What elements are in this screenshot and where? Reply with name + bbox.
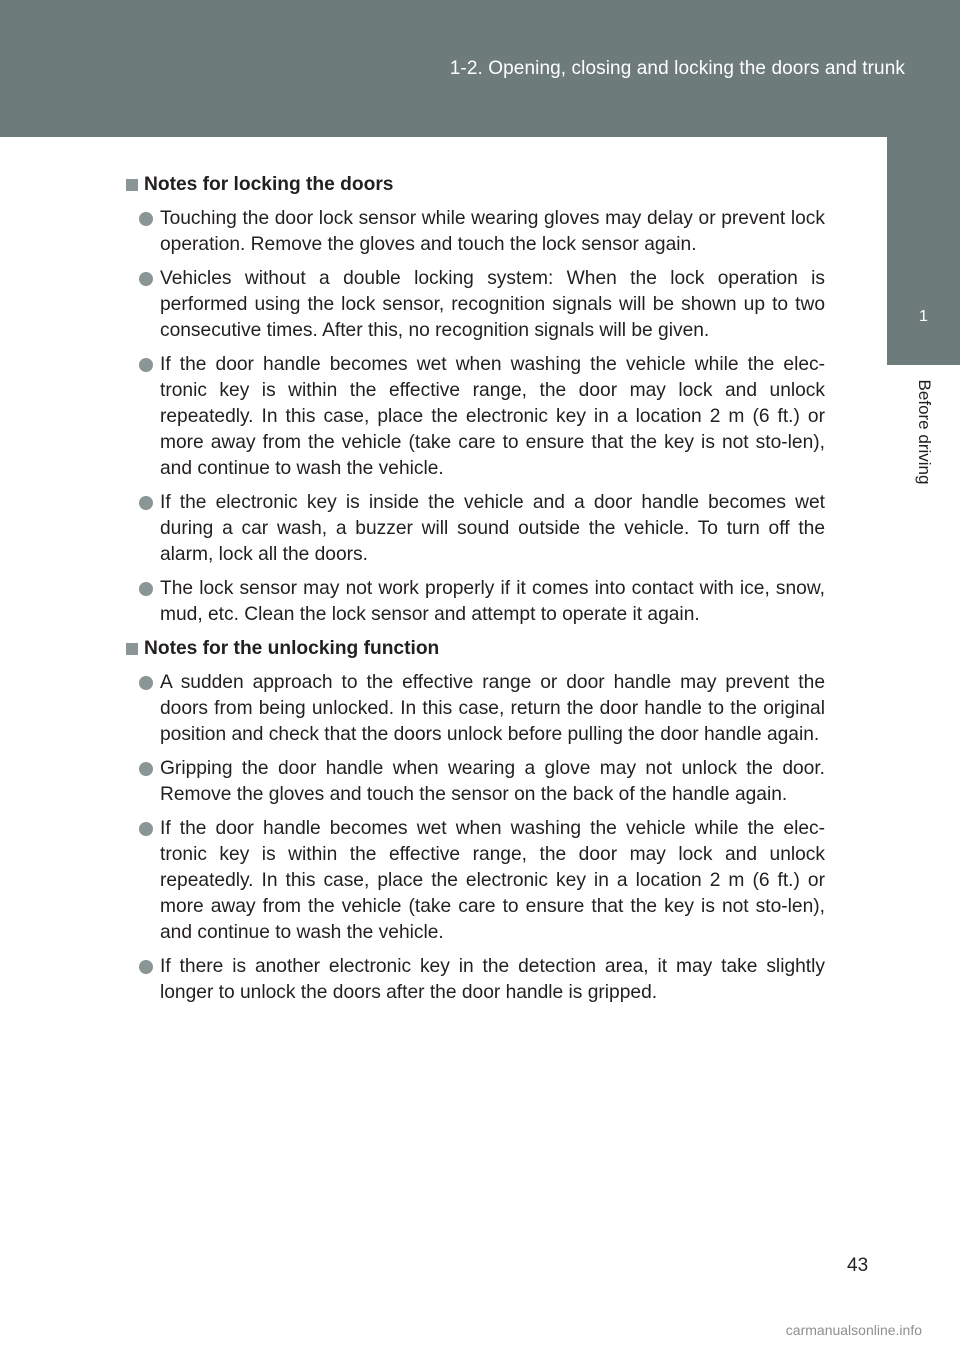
list-item	[126, 576, 825, 628]
list-item-text: If the electronic key is inside the vehicle and a door handle becomes wet during a car wash, a buzzer will sound outside the vehicle. To turn off the alarm, lock all the doors.	[160, 492, 825, 565]
list-item-text: Touching the door lock sensor while wearing gloves may delay or prevent lock operation. Remove the gloves and touch the lock sensor again.	[160, 208, 825, 255]
square-bullet-icon	[126, 179, 138, 191]
list-item-text: A sudden approach to the effective range or door handle may prevent the doors from being unlocked. In this case, return the door handle to the original position and check that the doors unlock before pulling the door handle again.	[160, 672, 825, 745]
circle-bullet-icon	[139, 496, 153, 510]
main-content	[126, 172, 825, 1014]
list-item	[126, 954, 825, 1006]
chapter-title: 1-2. Opening, closing and locking the doors and trunk	[449, 58, 905, 79]
section-locking-notes	[126, 172, 825, 628]
section-heading	[126, 636, 825, 662]
square-bullet-icon	[126, 643, 138, 655]
circle-bullet-icon	[139, 272, 153, 286]
list-item	[126, 490, 825, 568]
section-heading	[126, 172, 825, 198]
list-item	[126, 756, 825, 808]
list-item-text: If the door handle becomes wet when washing the vehicle while the elec-tronic key is within the effective range, the door may lock and unlock repeatedly. In this case, place the electronic key in a location 2 m (6 ft.) or more away from the vehicle (take care to ensure that the key is not sto-len), and continue to wash the vehicle.	[160, 818, 825, 943]
circle-bullet-icon	[139, 822, 153, 836]
list-item-text: Vehicles without a double locking system: When the lock operation is performed using the lock sensor, recognition signals will be shown up to two consecutive times. After this, no recognition signals will be given.	[160, 268, 825, 341]
list-item-text: The lock sensor may not work properly if it comes into contact with ice, snow, mud, etc. Clean the lock sensor and attempt to operate it again.	[160, 578, 825, 625]
watermark: carmanualsonline.info	[785, 1322, 922, 1338]
list-item	[126, 670, 825, 748]
circle-bullet-icon	[139, 762, 153, 776]
list-item	[126, 816, 825, 946]
circle-bullet-icon	[139, 358, 153, 372]
list-item	[126, 206, 825, 258]
chapter-tab-number: 1	[919, 308, 928, 325]
list-item-text: If there is another electronic key in the detection area, it may take slightly longer to unlock the doors after the door handle is gripped.	[160, 956, 825, 1003]
section-unlocking-notes	[126, 636, 825, 1006]
circle-bullet-icon	[139, 212, 153, 226]
circle-bullet-icon	[139, 960, 153, 974]
circle-bullet-icon	[139, 582, 153, 596]
chapter-tab	[887, 137, 960, 365]
chapter-tab-label: Before driving	[914, 379, 934, 485]
page-number: 43	[847, 1255, 869, 1276]
list-item	[126, 352, 825, 482]
list-item-text: If the door handle becomes wet when washing the vehicle while the elec-tronic key is within the effective range, the door may lock and unlock repeatedly. In this case, place the electronic key in a location 2 m (6 ft.) or more away from the vehicle (take care to ensure that the key is not sto-len), and continue to wash the vehicle.	[160, 354, 825, 479]
header-band	[0, 0, 960, 137]
section-heading-text: Notes for the unlocking function	[144, 638, 440, 659]
list-item	[126, 266, 825, 344]
circle-bullet-icon	[139, 676, 153, 690]
list-item-text: Gripping the door handle when wearing a glove may not unlock the door. Remove the gloves and touch the sensor on the back of the handle again.	[160, 758, 825, 805]
section-heading-text: Notes for locking the doors	[144, 174, 394, 195]
chapter-tab-label-area	[887, 372, 960, 512]
